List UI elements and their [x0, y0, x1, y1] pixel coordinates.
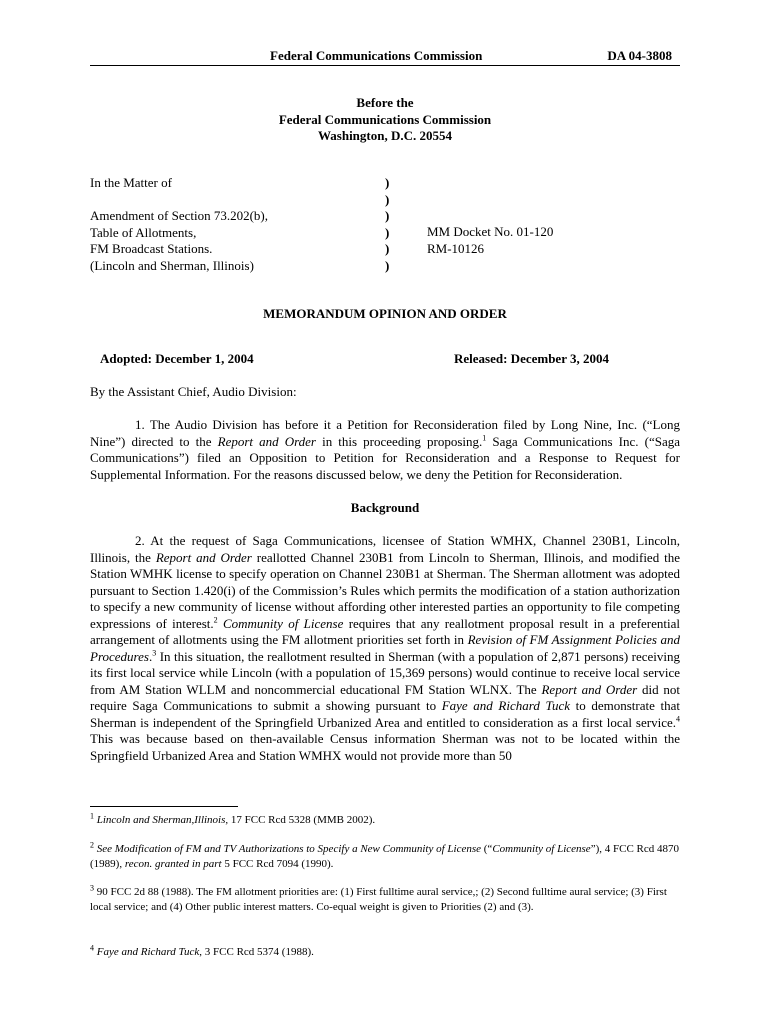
text: 1. The Audio Division has before it a Petition for Reconsideration filed by Long Nine, Inc. (“Long Nine”) directed to the: [90, 417, 680, 449]
text-italic: Report and Order: [541, 681, 638, 697]
text: in this proceeding proposing.: [316, 433, 483, 449]
footnote-number: 3: [90, 883, 94, 893]
text: 2. At the request of Saga Communications, licensee of Station WMHX, Channel 230B1, Lincoln, Illinois, the: [90, 533, 680, 565]
paren: ): [385, 224, 390, 240]
docket-number: MM Docket No. 01-120: [427, 224, 554, 239]
by-line: By the Assistant Chief, Audio Division:: [90, 384, 297, 399]
footnote-number: 1: [90, 811, 94, 821]
paren: ): [385, 175, 390, 190]
background-heading: Background: [350, 500, 420, 515]
text: did not require Saga Communications to submit a showing pursuant to: [90, 681, 680, 713]
footnote-1: [90, 813, 680, 828]
paren: ): [385, 191, 390, 207]
paren: ): [385, 241, 390, 256]
text: .: [148, 648, 153, 664]
page-header: [90, 47, 680, 66]
caption-left: [90, 175, 350, 274]
caption-docket: [427, 224, 553, 257]
adopted-date: Adopted: December 1, 2004: [100, 351, 254, 366]
text-italic: Community of License: [492, 843, 591, 855]
text: to demonstrate that Sherman is independent of the Springfield Urbanized Area and entitled to consideration as a first local service.: [90, 698, 680, 730]
caption-amendment: Amendment of Section 73.202(b),: [90, 208, 268, 223]
footnote-ref: 4: [676, 714, 680, 724]
text: ”), 4 FCC Rcd 4870 (1989),: [90, 843, 680, 870]
text-italic: Community of License: [222, 615, 344, 631]
paragraph-2: [90, 533, 680, 764]
text-italic: Faye and Richard Tuck: [96, 946, 200, 958]
text: This was because based on then-available Census information Sherman was not to be located within the Springfield Urbanized Area and Station WMHX would not provide more than 50: [90, 731, 680, 763]
document-title: MEMORANDUM OPINION AND ORDER: [263, 306, 507, 321]
paragraph-1: [90, 417, 680, 483]
footnote-number: 2: [90, 840, 94, 850]
paren: ): [385, 257, 390, 273]
caption-parens: [385, 175, 389, 274]
commission-name: Federal Communications Commission: [278, 111, 492, 127]
footnote-separator: [90, 806, 238, 807]
text-italic: Faye and Richard Tuck: [441, 698, 570, 713]
text-italic: See Modification of FM and TV Authorizations to Specify a New Community of License: [96, 843, 482, 855]
footnote-4: [90, 945, 680, 960]
footnote-ref: 1: [482, 433, 487, 443]
text: reallotted Channel 230B1 from Lincoln to Sherman, Illinois, and modified the Station WMHK license to specify operation on Channel 230B1 at Sherman. The Sherman allotment was adopted pursuant to Section 1.420(i) of the Commission’s Rules which permits the modification of a station authorization to specify a new community of license without affording other interested parties an opportunity to file competing expressions of interest.: [90, 549, 681, 631]
footnote-number: 4: [90, 943, 94, 953]
text-italic: Lincoln and Sherman,Illinois,: [96, 814, 229, 826]
text-italic: recon. granted in part: [124, 858, 222, 870]
text-italic: Report and Order: [155, 549, 252, 565]
text: (“: [481, 843, 493, 855]
in-the-matter: In the Matter of: [90, 175, 172, 190]
footnote-3: [90, 885, 680, 915]
footnote-2: [90, 842, 680, 872]
text: Saga Communications Inc. (“Saga Communications”) filed an Opposition to Petition for Reconsideration and a Response to Request for Supplemental Information. For the reasons discussed below, we deny the Petition for Reconsideration.: [90, 433, 680, 482]
text: , 3 FCC Rcd 5374 (1988).: [199, 946, 314, 958]
commission-address: Washington, D.C. 20554: [318, 128, 452, 143]
released-date: Released: December 3, 2004: [454, 351, 609, 366]
header-doc-number: DA 04-3808: [607, 48, 672, 63]
text-italic: Revision of FM Assignment Policies and Procedures: [90, 632, 680, 664]
paren: ): [385, 208, 390, 223]
text: In this situation, the reallotment resulted in Sherman (with a population of 2,871 persons) receiving its first local service while Lincoln (with a population of 15,369 persons) would continue to receive local service from AM Station WLLM and noncommercial educational FM Station WLNX. The: [90, 648, 680, 697]
text: 5 FCC Rcd 7094 (1990).: [221, 858, 334, 870]
text: requires that any reallotment proposal result in a preferential arrangement of allotments using the FM allotment priorities set forth in: [90, 615, 680, 647]
before-line: Before the: [356, 95, 414, 110]
text: 17 FCC Rcd 5328 (MMB 2002).: [228, 814, 376, 826]
caption-place: (Lincoln and Sherman, Illinois): [90, 257, 254, 273]
rm-number: RM-10126: [427, 240, 485, 256]
caption-table: Table of Allotments,: [90, 224, 197, 240]
text: 90 FCC 2d 88 (1988). The FM allotment priorities are: (1) First fulltime aural service,; (2) Second fulltime aural service; (3) First local service; and (4) Other public interest matters. Co-equal weight is given to Priorities (2) and (3).: [90, 886, 667, 913]
header-agency: Federal Communications Commission: [270, 48, 483, 63]
footnote-ref: 2: [213, 615, 218, 625]
caption-fm: FM Broadcast Stations.: [90, 241, 213, 256]
text-italic: Report and Order: [217, 433, 316, 449]
before-block: [90, 95, 680, 145]
footnote-ref: 3: [152, 648, 157, 658]
